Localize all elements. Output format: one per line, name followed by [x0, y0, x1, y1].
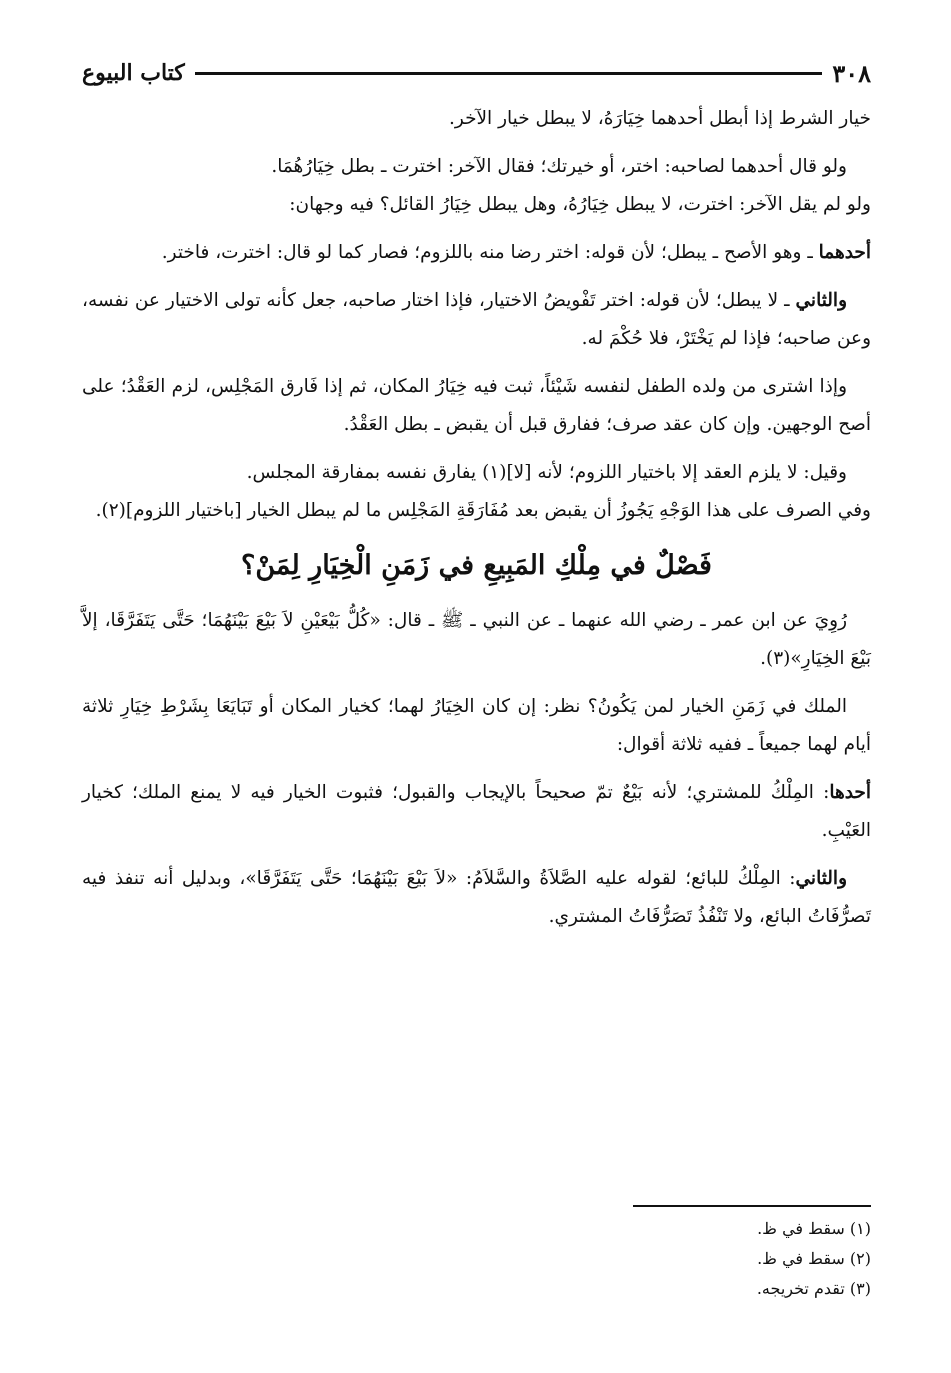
footnote-rule — [633, 1205, 871, 1207]
paragraph: ولو قال أحدهما لصاحبه: اختر، أو خيرتك؛ فقال الآخر: اخترت ـ بطل خِيَارُهُمَا. — [271, 156, 847, 177]
footnotes — [500, 1214, 871, 1304]
paragraph: وقيل: لا يلزم العقد إلا باختيار اللزوم؛ لأنه [لا](١) يفارق نفسه بمفارقة المجلس. — [246, 462, 847, 483]
paragraph: الملك في زَمَنِ الخيار لمن يَكُونُ؟ نظر: إن كان الخِيَارُ لهما؛ كخيار المكان أو تَبَايَعَا بِشَرْطِ خِيَارِ ثلاثة أيام لهما جميعاً ـ ففيه ثلاثة أقوال: — [82, 696, 871, 755]
paragraph: خيار الشرط إذا أبطل أحدهما خِيَارَهُ، لا يبطل خيار الآخر. — [448, 108, 871, 129]
page-number: ٣٠٨ — [832, 58, 871, 88]
paragraph: وفي الصرف على هذا الوَجْهِ يَجُوزُ أن يقبض بعد مُفَارَقَةِ المَجْلِس ما لم يبطل الخيار [باختيار اللزوم](٢). — [95, 500, 871, 521]
footnote: (١) سقط في ظ. — [757, 1219, 871, 1238]
paragraph: والثاني: المِلْكُ للبائع؛ لقوله عليه الصَّلاَةُ والسَّلاَمُ: «لاَ بَيْعَ بَيْنَهُمَا؛ حَتَّى يَتَفَرَّقَا»، وبدليل أنه تنفذ فيه تَصرُّفَاتُ البائع، ولا تَنْفُذُ تَصَرُّفَاتُ المشتري. — [82, 868, 871, 927]
header-rule — [195, 72, 823, 75]
footnote: (٣) تقدم تخريجه. — [756, 1279, 871, 1298]
paragraph: والثاني ـ لا يبطل؛ لأن قوله: اختر تَفْويضُ الاختيار، فإذا اختار صاحبه، جعل كأنه تولى الاختيار عن نفسه، وعن صاحبه؛ فإذا لم يَخْتَرْ، فلا حُكْمَ له. — [82, 290, 871, 349]
footnote: (٢) سقط في ظ. — [757, 1249, 871, 1268]
body-text — [82, 100, 871, 946]
section-title: فَصْلٌ في مِلْكِ المَبِيعِ في زَمَنِ الْخِيَارِ لِمَنْ؟ — [241, 550, 712, 581]
page-header — [82, 56, 871, 90]
paragraph: وإذا اشترى من ولده الطفل لنفسه شَيْئاً، ثبت فيه خِيَارُ المكان، ثم إذا فَارق المَجْلِس، لزم العَقْدُ؛ على أصح الوجهين. وإن كان عقد صرف؛ ففارق قبل أن يقبض ـ بطل العَقْدُ. — [82, 376, 871, 435]
paragraph: رُوِيَ عن ابن عمر ـ رضي الله عنهما ـ عن النبي ـ ﷺ ـ قال: «كُلُّ بَيْعَيْنِ لاَ بَيْعَ بَيْنَهُمَا؛ حَتَّى يَتَفَرَّقَا، إلاَّ بَيْعَ الخِيَارِ»(٣). — [82, 610, 871, 669]
paragraph: ولو لم يقل الآخر: اخترت، لا يبطل خِيَارُهُ، وهل يبطل خِيَارُ القائل؟ فيه وجهان: — [289, 194, 871, 215]
paragraph: أحدها: المِلْكُ للمشتري؛ لأنه بَيْعٌ تمّ صحيحاً بالإيجاب والقبول؛ فثبوت الخيار فيه لا يمنع الملك؛ كخيار العَيْبِ. — [82, 782, 871, 841]
running-title: كتاب البيوع — [82, 60, 185, 86]
paragraph: أحدهما ـ وهو الأصح ـ يبطل؛ لأن قوله: اختر رضا منه باللزوم؛ فصار كما لو قال: اخترت، فاختر. — [161, 242, 871, 263]
